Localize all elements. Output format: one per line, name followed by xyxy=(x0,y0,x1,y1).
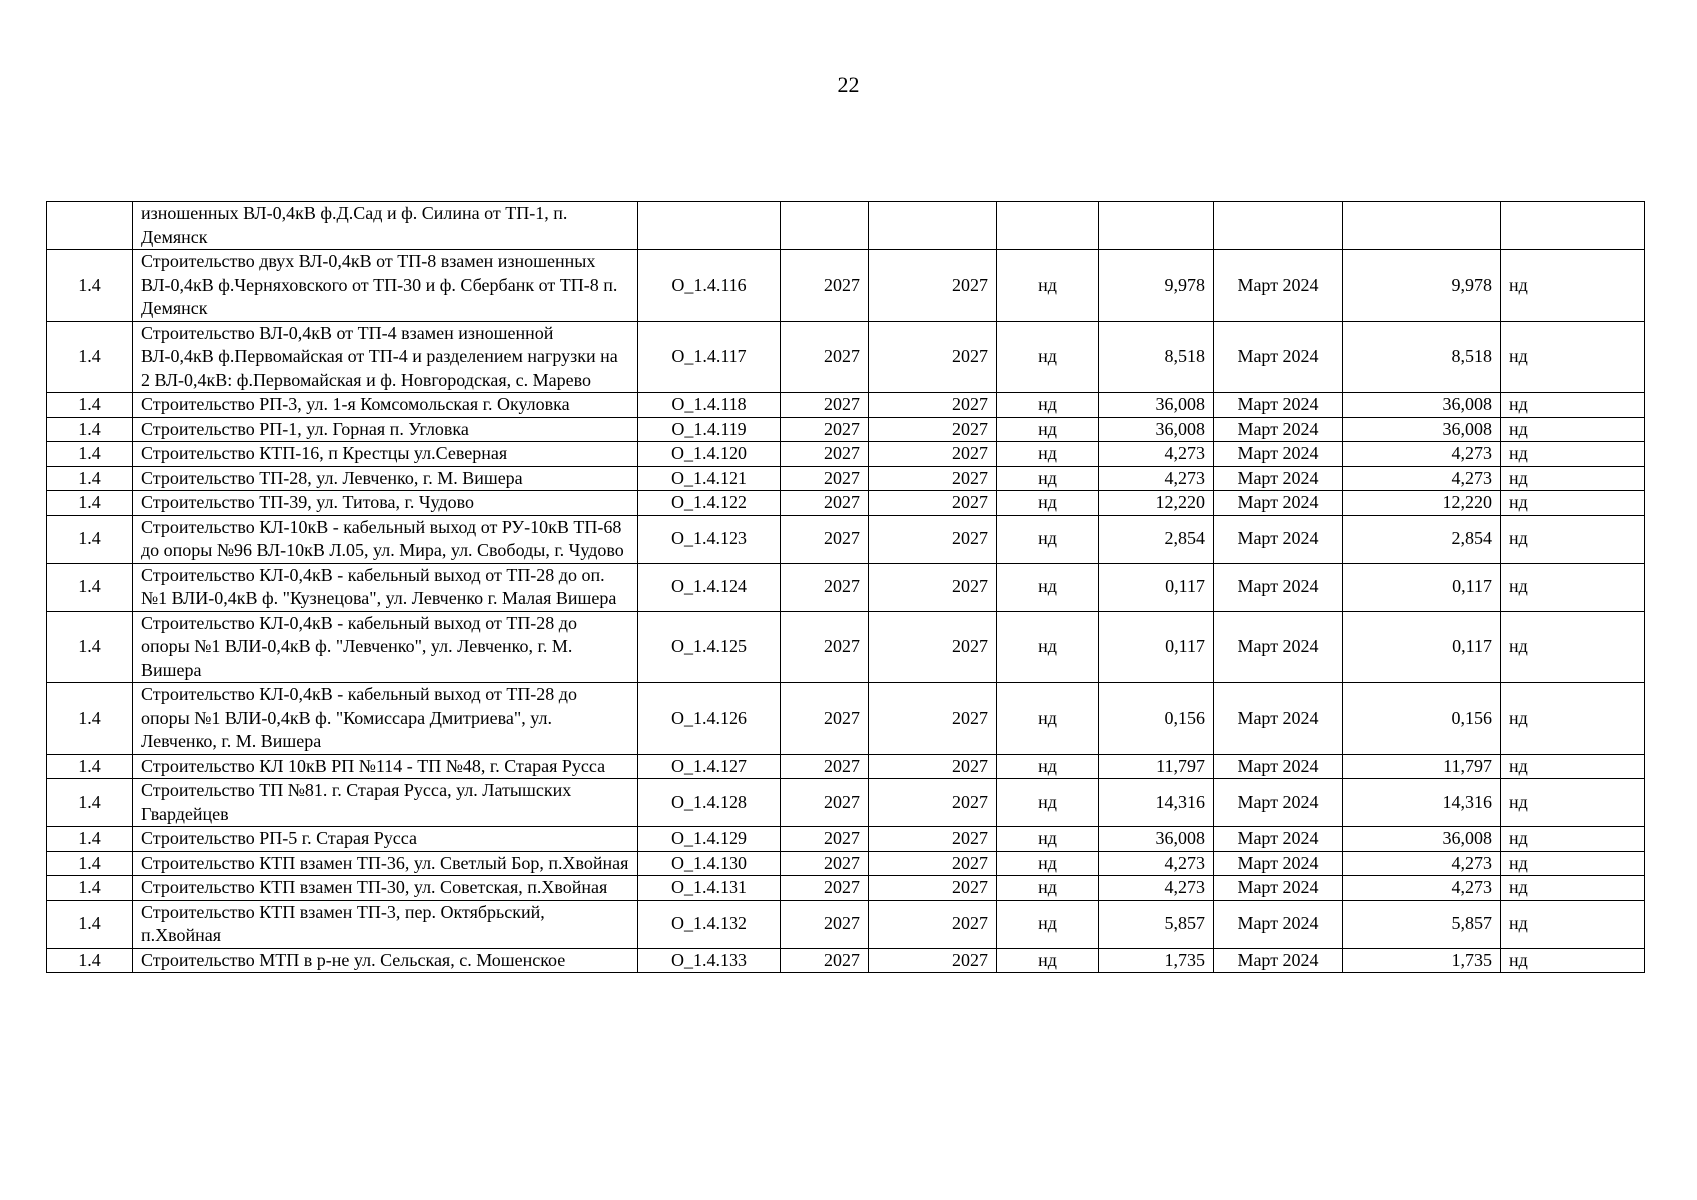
row-value-2: 0,117 xyxy=(1343,611,1501,683)
row-date: Март 2024 xyxy=(1214,442,1343,467)
row-description: Строительство РП-1, ул. Горная п. Угловка xyxy=(133,417,638,442)
row-date: Март 2024 xyxy=(1214,948,1343,973)
row-value-2: 14,316 xyxy=(1343,779,1501,827)
table-row xyxy=(47,876,1645,901)
row-value: 11,797 xyxy=(1099,754,1214,779)
row-value: 0,156 xyxy=(1099,683,1214,755)
row-value: 9,978 xyxy=(1099,250,1214,322)
row-year-start: 2027 xyxy=(781,515,869,563)
row-year-end: 2027 xyxy=(869,900,997,948)
row-number: 1.4 xyxy=(47,417,133,442)
row-nd: нд xyxy=(997,515,1099,563)
row-value: 36,008 xyxy=(1099,827,1214,852)
row-nd-2: нд xyxy=(1501,948,1645,973)
table-row xyxy=(47,683,1645,755)
row-date: Март 2024 xyxy=(1214,851,1343,876)
row-value-2: 4,273 xyxy=(1343,466,1501,491)
row-number: 1.4 xyxy=(47,754,133,779)
row-value-2: 4,273 xyxy=(1343,876,1501,901)
row-description: Строительство КТП взамен ТП-3, пер. Октябрьский, п.Хвойная xyxy=(133,900,638,948)
row-nd: нд xyxy=(997,851,1099,876)
row-number: 1.4 xyxy=(47,515,133,563)
row-number: 1.4 xyxy=(47,563,133,611)
table-row xyxy=(47,417,1645,442)
row-year-start: 2027 xyxy=(781,321,869,393)
row-year-end: 2027 xyxy=(869,948,997,973)
row-year-start: 2027 xyxy=(781,466,869,491)
row-date: Март 2024 xyxy=(1214,683,1343,755)
row-nd-2: нд xyxy=(1501,611,1645,683)
row-number: 1.4 xyxy=(47,442,133,467)
table-body xyxy=(47,202,1645,973)
table-row xyxy=(47,851,1645,876)
row-value-2: 11,797 xyxy=(1343,754,1501,779)
row-year-end: 2027 xyxy=(869,466,997,491)
row-nd-2: нд xyxy=(1501,491,1645,516)
row-year-end: 2027 xyxy=(869,442,997,467)
row-year-start: 2027 xyxy=(781,442,869,467)
row-project-code: О_1.4.126 xyxy=(638,683,781,755)
row-project-code: О_1.4.124 xyxy=(638,563,781,611)
row-nd-2: нд xyxy=(1501,442,1645,467)
row-year-end: 2027 xyxy=(869,827,997,852)
row-project-code: О_1.4.133 xyxy=(638,948,781,973)
row-nd: нд xyxy=(997,563,1099,611)
row-number: 1.4 xyxy=(47,321,133,393)
row-year-end: 2027 xyxy=(869,515,997,563)
row-project-code: О_1.4.116 xyxy=(638,250,781,322)
row-nd-2: нд xyxy=(1501,466,1645,491)
row-nd-2: нд xyxy=(1501,876,1645,901)
row-year-start: 2027 xyxy=(781,250,869,322)
row-value: 5,857 xyxy=(1099,900,1214,948)
row-nd: нд xyxy=(997,466,1099,491)
row-number: 1.4 xyxy=(47,876,133,901)
row-nd-2: нд xyxy=(1501,563,1645,611)
row-value-2: 36,008 xyxy=(1343,417,1501,442)
row-number: 1.4 xyxy=(47,827,133,852)
row-date: Март 2024 xyxy=(1214,900,1343,948)
row-project-code: О_1.4.131 xyxy=(638,876,781,901)
row-number: 1.4 xyxy=(47,900,133,948)
row-nd: нд xyxy=(997,417,1099,442)
row-description: Строительство ТП-39, ул. Титова, г. Чудово xyxy=(133,491,638,516)
table-row xyxy=(47,250,1645,322)
table-row xyxy=(47,202,1645,250)
row-year-end: 2027 xyxy=(869,611,997,683)
row-nd: нд xyxy=(997,779,1099,827)
row-nd-2: нд xyxy=(1501,393,1645,418)
table-row xyxy=(47,948,1645,973)
row-value xyxy=(1099,202,1214,250)
row-nd: нд xyxy=(997,948,1099,973)
row-value-2: 4,273 xyxy=(1343,851,1501,876)
row-nd-2 xyxy=(1501,202,1645,250)
row-date: Март 2024 xyxy=(1214,611,1343,683)
row-nd-2: нд xyxy=(1501,900,1645,948)
row-project-code xyxy=(638,202,781,250)
row-project-code: О_1.4.127 xyxy=(638,754,781,779)
table-row xyxy=(47,466,1645,491)
row-nd: нд xyxy=(997,876,1099,901)
row-nd: нд xyxy=(997,754,1099,779)
row-nd: нд xyxy=(997,827,1099,852)
row-description: Строительство МТП в р-не ул. Сельская, с. Мошенское xyxy=(133,948,638,973)
row-project-code: О_1.4.129 xyxy=(638,827,781,852)
row-nd: нд xyxy=(997,393,1099,418)
row-year-end: 2027 xyxy=(869,683,997,755)
row-date: Март 2024 xyxy=(1214,515,1343,563)
table-row xyxy=(47,442,1645,467)
row-description: Строительство КЛ-0,4кВ - кабельный выход от ТП-28 до опоры №1 ВЛИ-0,4кВ ф. "Комиссара Дмитриева", ул. Левченко, г. М. Вишера xyxy=(133,683,638,755)
row-value-2 xyxy=(1343,202,1501,250)
row-year-end: 2027 xyxy=(869,876,997,901)
row-project-code: О_1.4.118 xyxy=(638,393,781,418)
row-project-code: О_1.4.128 xyxy=(638,779,781,827)
row-value-2: 2,854 xyxy=(1343,515,1501,563)
row-number: 1.4 xyxy=(47,466,133,491)
table-row xyxy=(47,779,1645,827)
row-project-code: О_1.4.121 xyxy=(638,466,781,491)
table-row xyxy=(47,321,1645,393)
row-project-code: О_1.4.119 xyxy=(638,417,781,442)
row-description: Строительство КЛ-10кВ - кабельный выход от РУ-10кВ ТП-68 до опоры №96 ВЛ-10кВ Л.05, ул. Мира, ул. Свободы, г. Чудово xyxy=(133,515,638,563)
row-value: 36,008 xyxy=(1099,393,1214,418)
row-nd: нд xyxy=(997,491,1099,516)
row-description: Строительство ВЛ-0,4кВ от ТП-4 взамен изношенной ВЛ-0,4кВ ф.Первомайская от ТП-4 и разделением нагрузки на 2 ВЛ-0,4кВ: ф.Первомайская и ф. Новгородская, с. Марево xyxy=(133,321,638,393)
row-value-2: 36,008 xyxy=(1343,827,1501,852)
row-project-code: О_1.4.117 xyxy=(638,321,781,393)
row-value: 0,117 xyxy=(1099,563,1214,611)
row-date: Март 2024 xyxy=(1214,393,1343,418)
row-value-2: 8,518 xyxy=(1343,321,1501,393)
row-year-start: 2027 xyxy=(781,563,869,611)
row-project-code: О_1.4.130 xyxy=(638,851,781,876)
row-project-code: О_1.4.125 xyxy=(638,611,781,683)
row-year-end: 2027 xyxy=(869,393,997,418)
row-year-start: 2027 xyxy=(781,948,869,973)
row-value: 2,854 xyxy=(1099,515,1214,563)
row-year-start: 2027 xyxy=(781,827,869,852)
row-description: Строительство РП-3, ул. 1-я Комсомольская г. Окуловка xyxy=(133,393,638,418)
row-number: 1.4 xyxy=(47,683,133,755)
row-value-2: 5,857 xyxy=(1343,900,1501,948)
row-description: Строительство КЛ 10кВ РП №114 - ТП №48, г. Старая Русса xyxy=(133,754,638,779)
row-number: 1.4 xyxy=(47,611,133,683)
row-year-end: 2027 xyxy=(869,417,997,442)
row-value: 0,117 xyxy=(1099,611,1214,683)
row-nd: нд xyxy=(997,900,1099,948)
page-number: 22 xyxy=(837,72,860,97)
row-value: 4,273 xyxy=(1099,876,1214,901)
row-nd-2: нд xyxy=(1501,779,1645,827)
table-row xyxy=(47,827,1645,852)
row-value-2: 36,008 xyxy=(1343,393,1501,418)
row-date: Март 2024 xyxy=(1214,563,1343,611)
table-row xyxy=(47,611,1645,683)
row-value: 12,220 xyxy=(1099,491,1214,516)
row-number: 1.4 xyxy=(47,851,133,876)
row-description: Строительство ТП №81. г. Старая Русса, ул. Латышских Гвардейцев xyxy=(133,779,638,827)
row-nd: нд xyxy=(997,611,1099,683)
row-description: Строительство ТП-28, ул. Левченко, г. М. Вишера xyxy=(133,466,638,491)
row-date: Март 2024 xyxy=(1214,779,1343,827)
row-number: 1.4 xyxy=(47,393,133,418)
row-date: Март 2024 xyxy=(1214,417,1343,442)
row-year-end: 2027 xyxy=(869,851,997,876)
row-number: 1.4 xyxy=(47,250,133,322)
row-date: Март 2024 xyxy=(1214,250,1343,322)
table-row xyxy=(47,900,1645,948)
row-description: Строительство КЛ-0,4кВ - кабельный выход от ТП-28 до опоры №1 ВЛИ-0,4кВ ф. "Левченко", ул. Левченко, г. М. Вишера xyxy=(133,611,638,683)
investment-table xyxy=(46,201,1645,973)
row-year-end: 2027 xyxy=(869,754,997,779)
table-row xyxy=(47,563,1645,611)
row-year-end: 2027 xyxy=(869,321,997,393)
row-year-end: 2027 xyxy=(869,250,997,322)
row-value-2: 9,978 xyxy=(1343,250,1501,322)
row-nd-2: нд xyxy=(1501,683,1645,755)
row-nd-2: нд xyxy=(1501,827,1645,852)
table-row xyxy=(47,393,1645,418)
row-nd-2: нд xyxy=(1501,321,1645,393)
row-year-start: 2027 xyxy=(781,779,869,827)
row-year-start: 2027 xyxy=(781,417,869,442)
row-number xyxy=(47,202,133,250)
row-date: Март 2024 xyxy=(1214,754,1343,779)
row-description: Строительство РП-5 г. Старая Русса xyxy=(133,827,638,852)
row-value-2: 0,117 xyxy=(1343,563,1501,611)
row-value: 1,735 xyxy=(1099,948,1214,973)
row-year-end: 2027 xyxy=(869,491,997,516)
row-year-start: 2027 xyxy=(781,491,869,516)
row-project-code: О_1.4.132 xyxy=(638,900,781,948)
row-value: 4,273 xyxy=(1099,851,1214,876)
row-date xyxy=(1214,202,1343,250)
row-nd: нд xyxy=(997,321,1099,393)
row-nd-2: нд xyxy=(1501,417,1645,442)
row-value-2: 0,156 xyxy=(1343,683,1501,755)
row-nd-2: нд xyxy=(1501,250,1645,322)
row-number: 1.4 xyxy=(47,779,133,827)
row-description: Строительство КЛ-0,4кВ - кабельный выход от ТП-28 до оп. №1 ВЛИ-0,4кВ ф. "Кузнецова", ул. Левченко г. Малая Вишера xyxy=(133,563,638,611)
row-number: 1.4 xyxy=(47,948,133,973)
row-value: 4,273 xyxy=(1099,466,1214,491)
row-description: Строительство КТП взамен ТП-36, ул. Светлый Бор, п.Хвойная xyxy=(133,851,638,876)
row-number: 1.4 xyxy=(47,491,133,516)
row-year-end: 2027 xyxy=(869,779,997,827)
row-year-start: 2027 xyxy=(781,683,869,755)
row-value: 8,518 xyxy=(1099,321,1214,393)
row-year-end xyxy=(869,202,997,250)
row-project-code: О_1.4.122 xyxy=(638,491,781,516)
row-nd xyxy=(997,202,1099,250)
row-year-start: 2027 xyxy=(781,754,869,779)
row-value-2: 12,220 xyxy=(1343,491,1501,516)
row-description: Строительство КТП взамен ТП-30, ул. Советская, п.Хвойная xyxy=(133,876,638,901)
row-description: изношенных ВЛ-0,4кВ ф.Д.Сад и ф. Силина от ТП-1, п. Демянск xyxy=(133,202,638,250)
row-nd-2: нд xyxy=(1501,851,1645,876)
row-date: Март 2024 xyxy=(1214,321,1343,393)
row-value: 14,316 xyxy=(1099,779,1214,827)
row-description: Строительство двух ВЛ-0,4кВ от ТП-8 взамен изношенных ВЛ-0,4кВ ф.Черняховского от ТП-30 и ф. Сбербанк от ТП-8 п. Демянск xyxy=(133,250,638,322)
row-year-start: 2027 xyxy=(781,900,869,948)
row-nd-2: нд xyxy=(1501,754,1645,779)
row-year-start: 2027 xyxy=(781,393,869,418)
row-value-2: 4,273 xyxy=(1343,442,1501,467)
row-project-code: О_1.4.120 xyxy=(638,442,781,467)
row-value: 4,273 xyxy=(1099,442,1214,467)
row-nd-2: нд xyxy=(1501,515,1645,563)
table-row xyxy=(47,515,1645,563)
row-nd: нд xyxy=(997,683,1099,755)
row-nd: нд xyxy=(997,250,1099,322)
row-date: Март 2024 xyxy=(1214,827,1343,852)
row-year-start: 2027 xyxy=(781,611,869,683)
row-year-start: 2027 xyxy=(781,851,869,876)
row-year-end: 2027 xyxy=(869,563,997,611)
table-row xyxy=(47,754,1645,779)
row-year-start: 2027 xyxy=(781,876,869,901)
row-project-code: О_1.4.123 xyxy=(638,515,781,563)
row-description: Строительство КТП-16, п Крестцы ул.Северная xyxy=(133,442,638,467)
row-value: 36,008 xyxy=(1099,417,1214,442)
row-date: Март 2024 xyxy=(1214,466,1343,491)
row-date: Март 2024 xyxy=(1214,876,1343,901)
table-row xyxy=(47,491,1645,516)
row-date: Март 2024 xyxy=(1214,491,1343,516)
row-value-2: 1,735 xyxy=(1343,948,1501,973)
row-nd: нд xyxy=(997,442,1099,467)
row-year-start xyxy=(781,202,869,250)
